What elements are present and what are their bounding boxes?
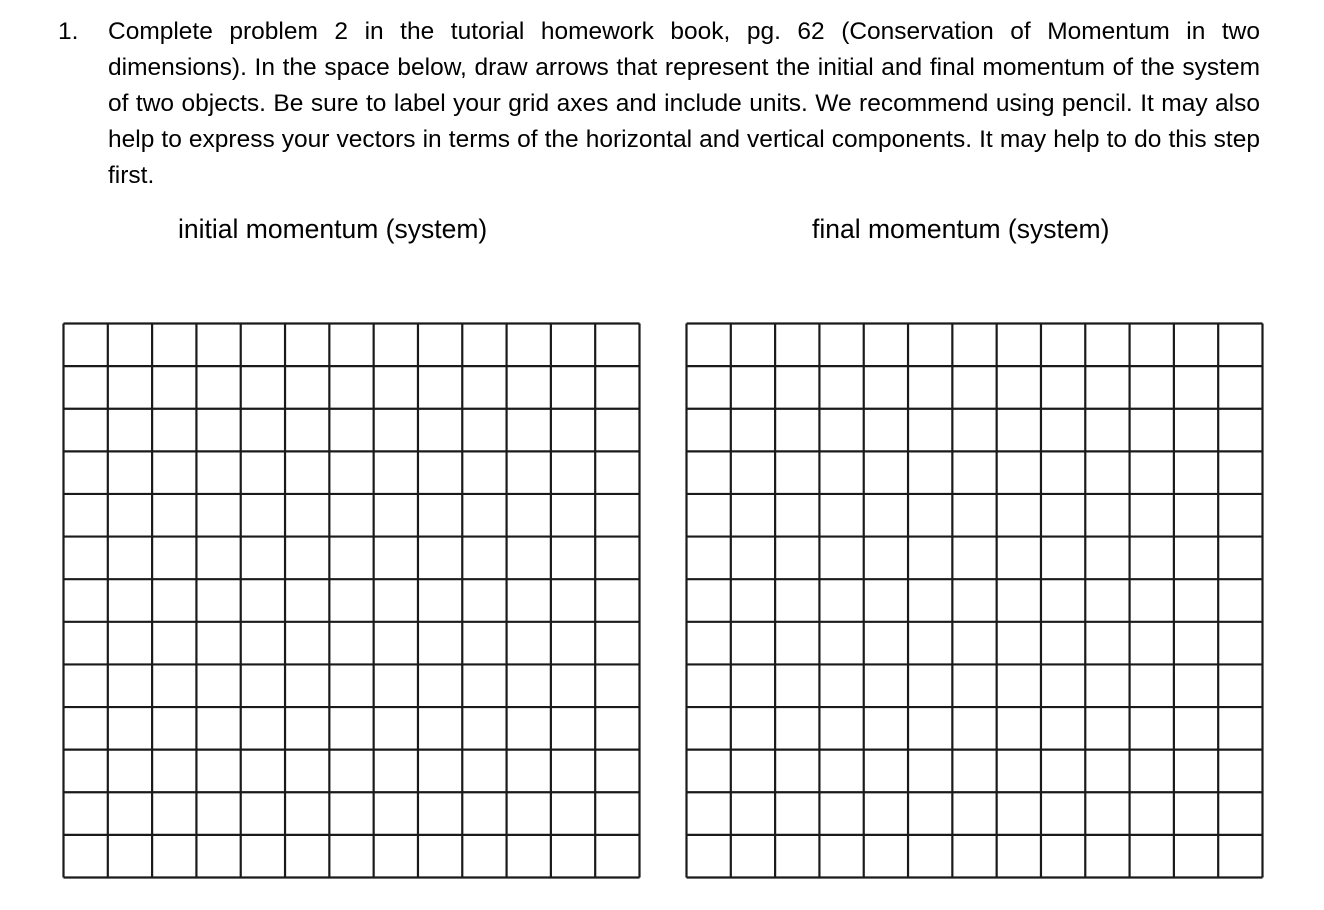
initial-grid-svg — [62, 322, 641, 879]
question-text: Complete problem 2 in the tutorial homework book, pg. 62 (Conservation of Momentum in two dimensions). In the space below, draw arrows that represent the initial and final momentum of the system of two objects. Be sure to label your grid axes and include units. We recommend using pencil. It may also help to express your vectors in terms of the horizontal and vertical components. It may help to do this step first. — [108, 18, 1260, 189]
question-1 — [58, 14, 1260, 194]
final-momentum-label: final momentum (system) — [812, 214, 1110, 244]
final-grid-svg — [685, 322, 1264, 879]
initial-momentum-label: initial momentum (system) — [178, 214, 488, 244]
initial-momentum-grid[interactable] — [62, 322, 641, 879]
final-momentum-grid[interactable] — [685, 322, 1264, 879]
question-number: 1. — [58, 18, 79, 45]
